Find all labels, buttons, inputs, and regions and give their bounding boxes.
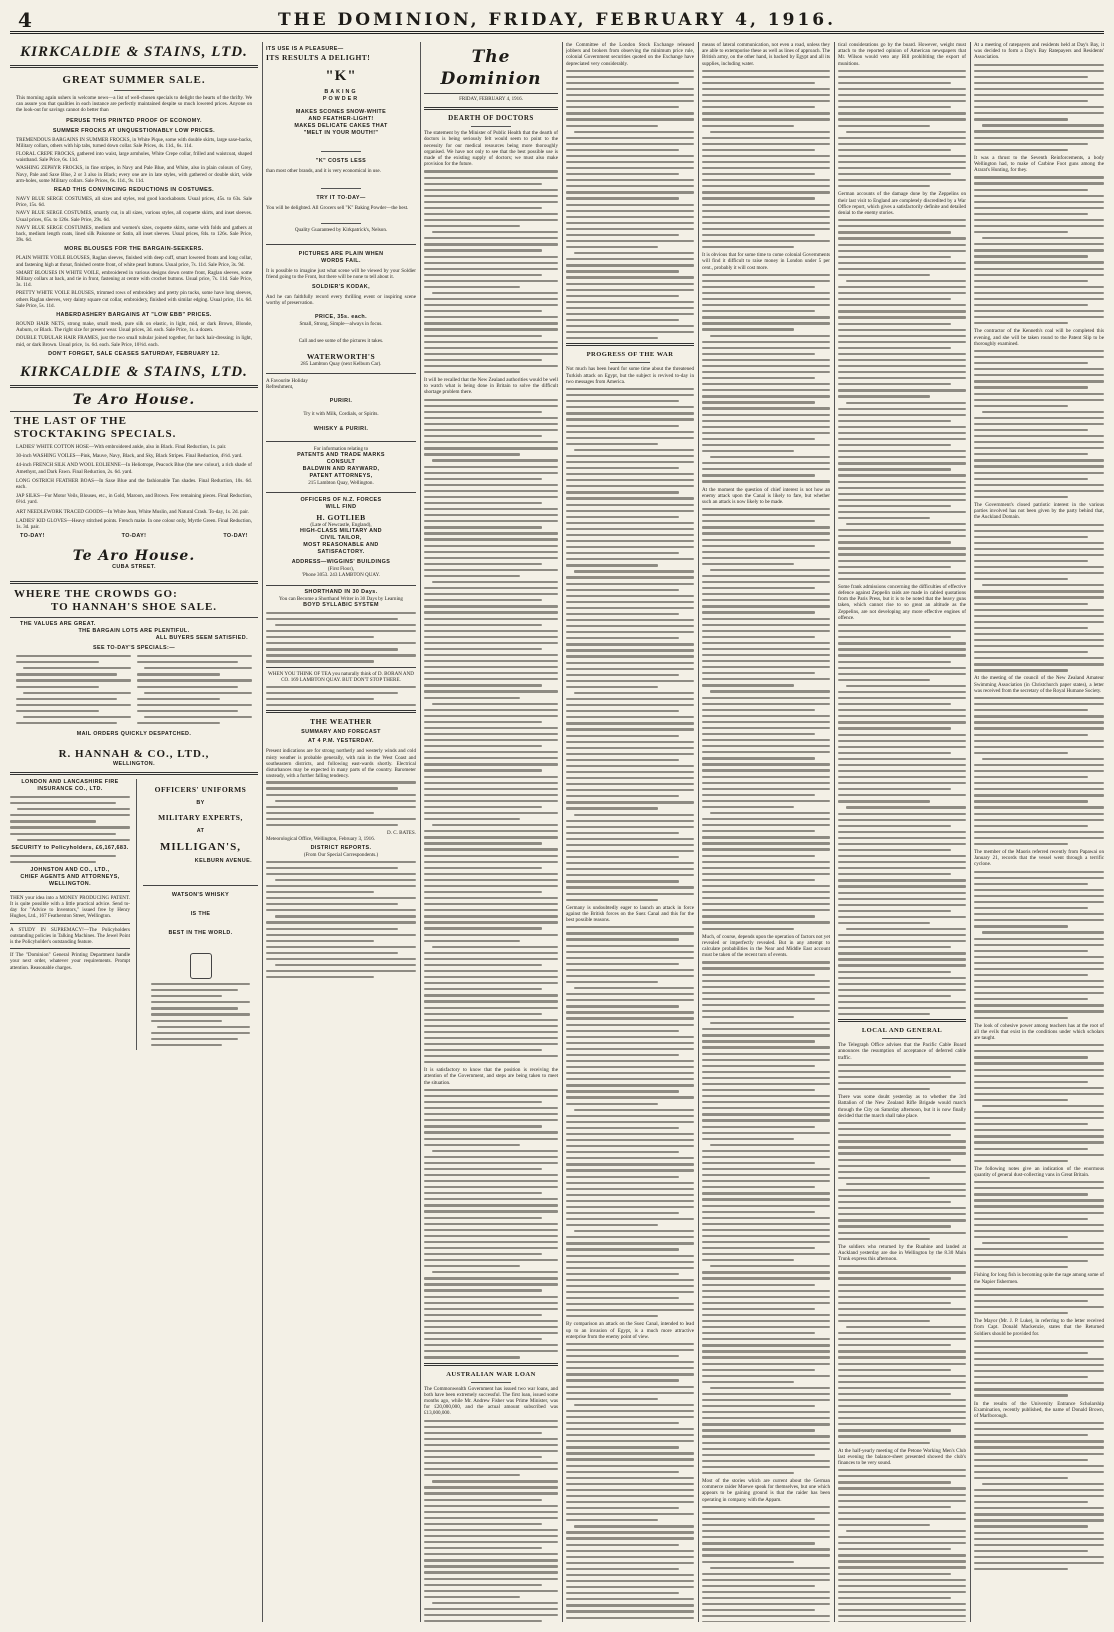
newspaper-title: THE DOMINION, FRIDAY, FEBRUARY 4, 1916.: [277, 10, 837, 30]
pleasure-line-1: ITS USE IS A PLEASURE—: [266, 46, 344, 52]
blouse-item: PLAIN WHITE VOILE BLOUSES, Raglan sleeves, finished with deep cuff, smart lowered fronts and long collar, and fastening high at throat, finished centre front, of white pearl buttons. Usual price, 7s. 11d. Sale Price, 3s. 9d.: [16, 255, 252, 268]
local-paragraph: The look of cohesive power among teachers has at the root of all the evils that exist in the conditions under which scholars are taught.: [974, 1022, 1104, 1041]
local-paragraph: The Government's closed patriotic interest in the various parties involved has not been given by the party behind that, the Auckland Domain.: [974, 501, 1104, 521]
column-news-2: [702, 42, 830, 1622]
cuba-street: CUBA STREET.: [112, 564, 156, 571]
local-paragraph: At the half-yearly meeting of the Petone Working Men's Club last evening the balance-sheet presented showed the club's finances to be very sound.: [838, 1447, 966, 1467]
johnston-name: JOHNSTON AND CO., LTD.,: [30, 866, 110, 873]
kodak-price-desc: Small, Strong, Simple—always in focus.: [299, 321, 383, 328]
gotlieb-desc: (Late of Newcastle, England),: [310, 522, 372, 529]
to-day-row: [20, 533, 248, 540]
reasonable: MOST REASONABLE AND: [303, 542, 379, 549]
blouses-heading: MORE BLOUSES FOR THE BARGAIN-SEEKERS.: [64, 246, 204, 253]
local-paragraph: The Mayor (Mr. J. P. Luke), in referring to the letter received from Capt. Donald Mackenzie, states that the Returned Soldiers should be provided for.: [974, 1318, 1104, 1337]
column-rule: [420, 42, 421, 1622]
bargain-lots: THE BARGAIN LOTS ARE PLENTIFUL.: [78, 628, 190, 635]
from-correspondents: (From Our Special Correspondents.): [303, 852, 379, 859]
editorial-dateline: FRIDAY, FEBRUARY 4, 1916.: [459, 97, 523, 102]
pictures-line: WORDS FAIL.: [321, 257, 361, 264]
values-great: THE VALUES ARE GREAT.: [20, 621, 96, 628]
dominion-nameplate: The Dominion: [440, 47, 542, 89]
try-desc: You will be delighted. All Grocers sell "K" Baking Powder—the best.: [266, 205, 409, 212]
weather-heading: THE WEATHER: [310, 717, 372, 727]
civil-tailor: CIVIL TAILOR,: [320, 535, 362, 542]
makes-line: MAKES SCONES SNOW-WHITE: [295, 109, 387, 115]
moment-paragraph: At the moment the question of chief interest is not how an enemy attack upon the Canal is likely to fare, but whether such an attack is now likely to be made.: [702, 486, 830, 505]
dominion-printing-ad: If The "Dominion" General Printing Department handle your next order, whatever your requirements. Prompt attention. Reasonable charges.: [10, 952, 130, 971]
puriri-name: PURIRI.: [329, 398, 353, 405]
frock-item: TREMENDOUS BARGAINS IN SUMMER FROCKS, in White Pique, some with double skirts, large saxe-backs, Military collars, others with hip tabs, turned down collar. Sale Prices, 4s. 11d., 6s. 11d.: [16, 136, 252, 149]
kodak-price: PRICE, 35s. each.: [314, 314, 368, 321]
newspaper-page: [10, 8, 1104, 1624]
te-aro-heading: Te Aro House.: [72, 391, 196, 408]
see-specials: SEE TO-DAY'S SPECIALS:—: [92, 645, 176, 652]
costume-item: NAVY BLUE SERGE COSTUMES, all sizes and styles, real good knockabouts. Usual prices, 45s. to 63s. Sale Price, 15s. 6d.: [16, 196, 252, 209]
dearth-paragraph: The statement by the Minister of Public Health that the dearth of doctors is being seriously felt would seem to point to the necessity for our medical resources being more thoroughly organised. We have not only to see that the best possible use is made of the existing supply of doctors; we must also make provision for the future.: [424, 130, 558, 168]
high-class: HIGH-CLASS MILITARY AND: [300, 528, 382, 535]
k-brand: "K": [325, 68, 357, 84]
progress-war-heading: PROGRESS OF THE WAR: [586, 351, 674, 359]
whisky-puriri: WHISKY & PURIRI.: [313, 425, 369, 432]
money-patent-ad: THEN your idea into a MONEY PRODUCING PATENT. It is quite possible with a little practical advice. Send to-day for "Advice to Inventors," issued free by Henry Hughes, Ltd., 167 Featherston Street, Wellington.: [10, 894, 130, 920]
hannah-signature: R. HANNAH & CO., LTD.,: [58, 748, 210, 761]
summer-sale-heading: GREAT SUMMER SALE.: [62, 74, 206, 86]
column-rule: [698, 42, 699, 1622]
weather-signature: D. C. BATES.: [386, 830, 416, 837]
mail-orders: MAIL ORDERS QUICKLY DESPATCHED.: [76, 731, 192, 738]
local-paragraph: The Telegraph Office advises that the Pacific Cable Board announces the resumption of acceptance of deferred cable traffic.: [838, 1042, 966, 1061]
baldwin-name: BALDWIN AND RAYWARD,: [302, 465, 380, 472]
costume-item: NAVY BLUE SERGE COSTUMES, medium and women's sizes, coquette skirts, some with folds and gathers at back, medium length coats, lined silk Paisonne or Satin, all inset sleeves. Usual prices, 84s. to 126s. Sale Price, 39s. 6d.: [16, 224, 252, 244]
consult-label: CONSULT: [326, 458, 356, 465]
aro-item: 44-inch FRENCH SILK AND WOOL EOLIENNE—In Heliotrope, Peacock Blue (the new colour), a rich shade of Amethyst, and Dark Fawn. Final Reduction, 2s. 6d. yard.: [16, 462, 252, 475]
makes-line: "MELT IN YOUR MOUTH!": [303, 130, 379, 136]
weather-office: Meteorological Office, Wellington, February 3, 1916.: [266, 836, 376, 843]
patents-for: For information relating to: [313, 445, 369, 452]
blouse-item: SMART BLOUSES IN WHITE VOILE, embroidered in various designs down centre front, Raglan sleeves, some Military collars at back, and tie in front, fastening at centre with crochet buttons. Usual price, 7s. 11d. Sale Price, 3s. 11d.: [16, 269, 252, 289]
security-line: SECURITY to Policyholders, £6,167,683.: [11, 844, 129, 851]
supremacy-ad: A STUDY IN SUPREMACY!—The Policyholders outstanding policies in Talking Machines. The Jewel Point is the Policyholder's outstanding feature.: [10, 926, 130, 946]
germany-paragraph: Germany is undoubtedly eager to launch an attack in force against the British forces on the Suez Canal and this for the best possible reasons.: [566, 904, 694, 924]
costume-item: NAVY BLUE SERGE COSTUMES, smartly cut, in all sizes, various styles, all coquette skirts, and inset sleeves. Usual prices, 65s. to 126s. Sale Price, 29s. 6d.: [16, 210, 252, 223]
gotlieb-phone: 'Phone 3053. 243 LAMBTON QUAY.: [302, 572, 380, 579]
hannah-wellington: WELLINGTON.: [112, 761, 156, 768]
column-rule: [834, 42, 835, 1622]
costs-desc: than most other brands, and it is very economical in use.: [266, 168, 381, 174]
local-paragraph: At a meeting of ratepayers and residents held at Day's Bay, it was decided to form a Day's Bay Ratepayers and Residents' Association.: [974, 42, 1104, 61]
shorthand-desc: You can Become a Shorthand Writer in 30 Days by Learning: [279, 595, 403, 602]
local-paragraph: In the results of the University Entrance Scholarship Examination, recently published, the name of Donald Brown, of Marlborough.: [974, 1400, 1104, 1419]
lateral-paragraph: means of lateral communication, not even a road, unless they are able to extemporise these as well as lines of approach. The British army, on the other hand, is backed by Egypt and all its supplies, including water.: [702, 42, 830, 67]
shoe-specials-list: [16, 655, 252, 728]
last-of-heading: THE LAST OF THE: [14, 414, 127, 427]
crest-icon: [190, 953, 212, 979]
london-fire-heading: LONDON AND LANCASHIRE FIRE INSURANCE CO., LTD.: [21, 779, 119, 793]
patent-attorneys: PATENT ATTORNEYS,: [309, 472, 373, 479]
district-reports: DISTRICT REPORTS.: [310, 845, 372, 852]
bottom-ads: [10, 779, 258, 1050]
gotlieb-name: H. GOTLIEB: [316, 513, 366, 523]
costs-less: "K" COSTS LESS: [315, 158, 367, 164]
puriri-desc: Try it with Milk, Cordials, or Spirits.: [303, 411, 379, 418]
local-paragraph: The following notes give an indication of the enormous quantity of general dust-collecting vans in Great Britain.: [974, 1165, 1104, 1178]
weather-time: AT 4 P.M. YESTERDAY.: [308, 738, 374, 745]
peruse-heading: PERUSE THIS PRINTED PROOF OF ECONOMY.: [66, 117, 202, 124]
will-find: WILL FIND: [325, 504, 357, 511]
baking-label: BAKING: [324, 89, 358, 95]
local-paragraph: The member of the Maoris referred recently from Papawai on January 21, records that the vessel went through a terrific cyclone.: [974, 849, 1104, 868]
dont-forget-line: DON'T FORGET, SALE CEASES SATURDAY, FEBRUARY 12.: [48, 350, 220, 357]
local-paragraph: It was a thrust to the Seventh Reinforcements, a body Wellington had, to make of Carbine Foot guns among the Ararat's Hunting, for they.: [974, 154, 1104, 174]
haber-item: DOUBLE TUBULAR HAIR FRAMES, just the two small tubular joined together, for back hair-dressing; in light, mid, or dark Brown. Usual price, 1s. 6d. each. Sale Price, 10½d. each.: [16, 335, 252, 348]
column-news-1: [566, 42, 694, 1622]
obvious-paragraph: It is obvious that for some time to come colonial Governments will find it difficult to raise money in London under 5 per cent., probably it will cost more.: [702, 252, 830, 271]
frock-item: FLORAL CREPE FROCKS, gathered into waist, large armholes, White Crepe collar, frilled and waistcoat, shaped waistband. Sale Price, 6s. 11d.: [16, 151, 252, 164]
officers-nz: OFFICERS OF N.Z. FORCES: [300, 497, 382, 504]
weather-subheading: SUMMARY AND FORECAST: [301, 729, 381, 736]
aro-item: JAP SILKS—For Motor Veils, Blouses, etc., in Gold, Maroon, and Brown. Few remaining pieces. Final Reduction, 6½d. yard.: [16, 493, 252, 506]
column-news-4: [974, 42, 1104, 1622]
pleasure-line-2: ITS RESULTS A DELIGHT!: [266, 53, 371, 62]
zeppelin-paragraph: German accounts of the damage done by the Zeppelins on their last visit to England are completely discredited by a War Office report, which gives a satisfactorily definite and detailed denial to the enemy stories.: [838, 191, 966, 216]
first-floor: (First Floor),: [327, 566, 355, 573]
local-paragraph: The contractor of the Kenneth's coal will be completed this evening, and she will be taken round to the Patent Slip to be thoroughly examined.: [974, 328, 1104, 347]
aro-item: LADIES' WHITE COTTON HOSE—With embroidered ankle, also in Black. Final Reduction, 1s. pair.: [16, 443, 227, 450]
haberdashery-heading: HABERDASHERY BARGAINS AT "LOW EBB" PRICES.: [56, 312, 212, 319]
waterworth-address: 285 Lambton Quay (next Kelburn Car).: [300, 360, 382, 367]
gotlieb-address: ADDRESS—WIGGINS' BUILDINGS: [291, 559, 391, 566]
to-day-label: TO-DAY!: [223, 533, 248, 540]
shoe-specials-left: [16, 655, 131, 728]
shoe-specials-right: [137, 655, 252, 728]
progress-paragraph: Not much has been heard for some time about the threatened Turkish attack on Egypt, but the subject is revived to-day in two messages from America.: [566, 366, 694, 385]
war-loan-paragraph: The Commonwealth Government has issued two war loans, and both have been extremely successful. The first loan, issued some months ago, while Mr. Andrew Fisher was Prime Minister, was for £20,000,000, and the actual amount subscribed was £13,000,000.: [424, 1385, 558, 1417]
aro-item: LADIES' KID GLOVES—Heavy stitched points. French make. In one colour only, Myrtle Green. Final Reduction, 1s. 3d. pair.: [16, 517, 252, 530]
chief-agents: CHIEF AGENTS AND ATTORNEYS,: [20, 873, 120, 880]
frank-admissions-paragraph: Some frank admissions concerning the difficulties of effective defence against Zeppelin raids are made in cabled quotations from the Paris Press, but it is to be noted that the heavy guns taken, which cannot rise to so great an altitude as the Zeppelins, are not developing any more effective engines of offence.: [838, 583, 966, 621]
australian-war-loan-heading: AUSTRALIAN WAR LOAN: [446, 1370, 536, 1378]
where-crowds-heading: WHERE THE CROWDS GO:: [14, 588, 178, 601]
column-rule: [262, 42, 263, 1622]
boyd-system: BOYD SYLLABIC SYSTEM: [303, 601, 379, 608]
kirkcaldie-heading: KIRKCALDIE & STAINS, LTD.: [20, 44, 248, 60]
kodak-desc: And he can faithfully record every thrilling event or inspiring scene worthy of preservation.: [266, 294, 416, 307]
powder-label: POWDER: [322, 96, 360, 102]
masthead: [10, 8, 1104, 34]
satisfactory: SATISFACTORY.: [317, 549, 365, 556]
aro-item: LONG OSTRICH FEATHER BOAS—In Saxe Blue and the fashionable Tan shades. Final Reduction, 10s. 6d. each.: [16, 477, 252, 490]
local-paragraph: Fishing for long fish is becoming quite the rage among some of the Napier fishermen.: [974, 1272, 1104, 1285]
pictures-line: PICTURES ARE PLAIN WHEN: [298, 250, 384, 257]
holiday-refreshment: A Favourite Holiday Refreshment,: [266, 378, 308, 391]
stock-exchange-paragraph: the Committee of the London Stock Exchange released jobbers and brokers from observing the minimum price rule, colonial Government securities quoted on the Exchange have depreciated very considerably.: [566, 42, 694, 67]
makes-line: MAKES DELICATE CAKES THAT: [294, 123, 388, 129]
to-day-label: TO-DAY!: [20, 533, 45, 540]
try-it: TRY IT TO-DAY—: [316, 195, 366, 202]
to-day-label: TO-DAY!: [121, 533, 147, 540]
local-paragraph: There was some doubt yesterday as to whether the 3rd Battalion of the New Zealand Rifle Brigade would march through the City on Saturday afternoon, but it is now finally decided that the march shall take place.: [838, 1094, 966, 1119]
kirkcaldie-intro: This morning again ushers in welcome news—a list of well-chosen specials to delight the hearts of the thrifty. We can assure you that qualities in each instance are perfectly maintained despite so much lowered prices. Anyone on the look-out for savings cannot do better than: [16, 95, 252, 114]
column-advertisements-2: [266, 42, 416, 1622]
dearth-paragraph: It will be recalled that the New Zealand authorities would be well to watch what is being done in Britain to solve the difficult shortage problem there.: [424, 377, 558, 396]
lambton-address: 215 Lambton Quay, Wellington.: [308, 479, 374, 486]
waterworth-name: WATERWORTH'S: [306, 351, 376, 361]
johnston-wellington: WELLINGTON.: [48, 880, 92, 887]
frock-item: WASHING ZEPHYR FROCKS, in fine stripes, in Navy and Pale Blue, and White, also in plain colours of Grey, Navy, Pale and Saxe Blue, 2 or 3 also in Black; every one are in late styles, with gathered or double skirt, wide arm-holes, some Military collars. Sale Prices, 6s. 11d., 9s. 11d.: [16, 165, 252, 184]
local-paragraph: At the meeting of the council of the New Zealand Amateur Swimming Association (in Christchurch paper states), a letter was received from the secretary of the Royal Humane Society.: [974, 675, 1104, 694]
shorthand-heading: SHORTHAND IN 30 Days.: [304, 588, 378, 595]
pictures-desc: It is possible to imagine just what scene will be viewed by your Soldier friend going to the Front, but there will be none to tell about it.: [266, 267, 416, 280]
suez-paragraph: By comparison an attack on the Suez Canal, intended to lead up to an invasion of Egypt, is a much more attractive enterprise from the enemy point of view.: [566, 1321, 694, 1340]
column-advertisements-1: [10, 42, 258, 1622]
munitions-paragraph: tical considerations go by the board. However, weight must attach to the reported opinion of American newspapers that Mr. Wilson would veto any Bill prohibiting the export of munitions.: [838, 42, 966, 67]
all-buyers: ALL BUYERS SEEM SATISFIED.: [155, 635, 248, 642]
stocktaking-heading: STOCKTAKING SPECIALS.: [14, 427, 177, 440]
te-aro-signature: Te Aro House.: [72, 548, 196, 565]
page-number: 4: [18, 8, 32, 32]
factors-paragraph: Much, of course, depends upon the operation of factors not yet revealed or imperfectly revealed. But in any attempt to calculate probabilities in the Near and Middle East account must be taken of the recent turn of events.: [702, 933, 830, 959]
milligan-ad: OFFICERS' UNIFORMS BY MILITARY EXPERTS, AT MILLIGAN'S, KELBURN AVENUE. WATSON'S WHISKY IS THE BEST IN THE WORLD.: [143, 779, 258, 1050]
local-paragraph: The soldiers who returned by the Ruahine and landed at Auckland yesterday are due in Wellington by the 8.30 Main Trunk express this afternoon.: [838, 1243, 966, 1263]
column-editorial: [424, 42, 558, 1622]
dearth-heading: DEARTH OF DOCTORS: [448, 114, 534, 123]
hannah-sale-heading: TO HANNAH'S SHOE SALE.: [50, 601, 218, 614]
patents-heading: PATENTS AND TRADE MARKS: [297, 451, 385, 458]
insurance-ad: [10, 779, 130, 1050]
column-news-3: [838, 42, 966, 1622]
aro-item: 30-inch WASHING VOILES—Pink, Mauve, Navy, Black, and Sky, Black Stripes. Final Reduction, 4½d. yard.: [16, 453, 243, 460]
makes-line: AND FEATHER-LIGHT!: [308, 116, 374, 122]
costumes-heading: READ THIS CONVINCING REDUCTIONS IN COSTUMES.: [53, 187, 215, 194]
local-general-heading: LOCAL AND GENERAL: [861, 1027, 943, 1035]
kodak-call: Call and see some of the pictures it takes.: [298, 337, 384, 344]
dearth-paragraph: It is satisfactory to know that the position is receiving the attention of the Government, and steps are being taken to meet the situation.: [424, 1067, 558, 1086]
blouse-item: PRETTY WHITE VOILE BLOUSES, trimmed rows of embroidery and pretty pin tucks, some have long sleeves, others Raglan sleeves, very dainty square cut collar, embroidery, finished with similar edging. Usual price, 11s. 6d. Sale Price, 5s. 11d.: [16, 290, 252, 309]
tea-ad: WHEN YOU THINK OF TEA you naturally think of D. BORAN AND CO. 169 LAMBTON QUAY. BUT DON'T STOP THERE.: [268, 670, 414, 683]
soldiers-kodak: SOLDIER'S KODAK,: [312, 284, 370, 291]
summer-frocks-heading: SUMMER FROCKS AT UNQUESTIONABLY LOW PRICES.: [52, 127, 216, 134]
haber-item: ROUND HAIR NETS, strong make, small mesh, pure silk on elastic, in light, mid, or dark Brown, Blonde, Auburn, or Black. The right size for present wear. Usual prices, 3d. each. Sale Price, 1s. a dozen.: [16, 321, 252, 334]
column-rule: [970, 42, 971, 1622]
weather-text: Present indications are for strong northerly and westerly winds and cold misty weather is probable generally, with rain in the West Coast and southeastern districts, and following east-wards shortly. Electrical disturbances may be expected in many parts of the country. Barometer unsteady, with a further falling tendency.: [266, 748, 416, 780]
kirkcaldie-signature: KIRKCALDIE & STAINS, LTD.: [20, 363, 248, 380]
kirkpatrick: Quality Guaranteed by Kirkpatrick's, Nelson.: [294, 227, 388, 234]
aro-item: ART NEEDLEWORK TRACED GOODS—In White Jean, White Muslin, and Natural Crash. To-day, 1s. 2d. pair.: [16, 508, 249, 515]
column-rule: [562, 42, 563, 1622]
moewe-paragraph: Most of the stories which are current about the German commerce raider Moewe speak for themselves, but one which appears to be gaining ground is that the raider has been operating in company with the Appam.: [702, 1478, 830, 1503]
